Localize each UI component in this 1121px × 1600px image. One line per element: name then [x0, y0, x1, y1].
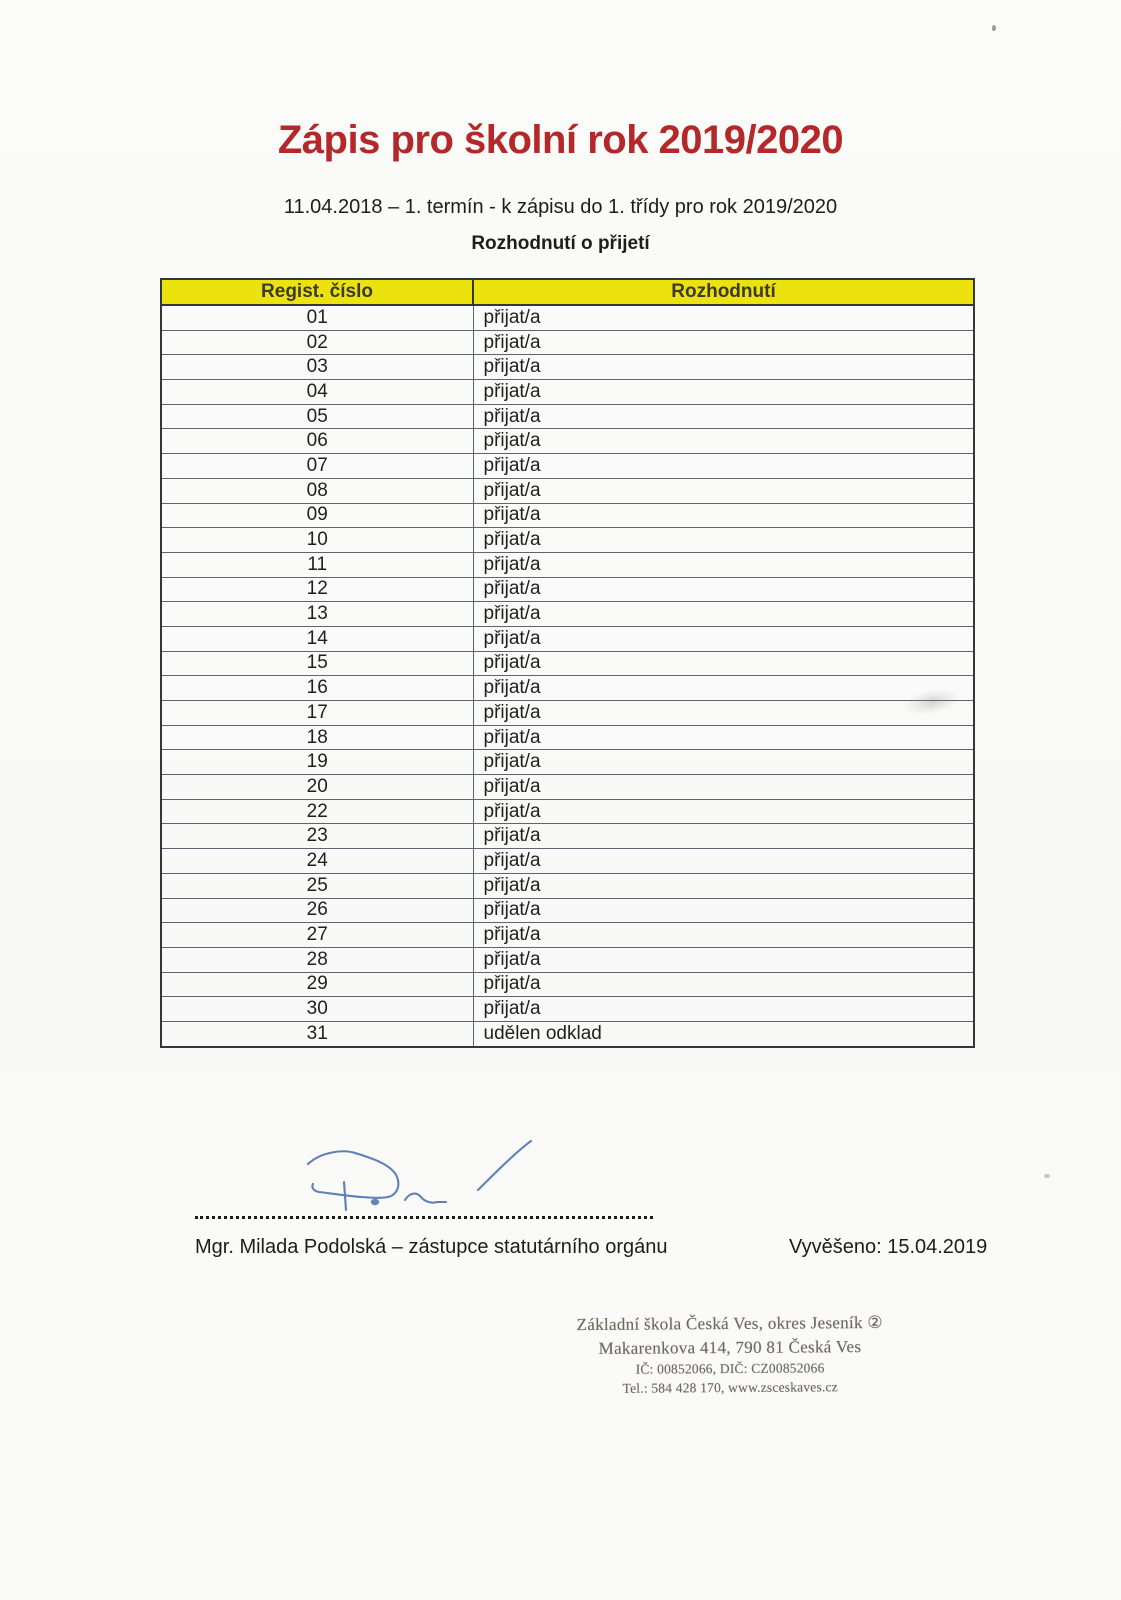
rozhodnuti-cell: přijat/a: [473, 355, 974, 380]
table-row: [161, 701, 974, 726]
regist-cislo-cell: 30: [161, 997, 473, 1022]
regist-cislo-cell: 23: [161, 824, 473, 849]
regist-cislo-cell: 12: [161, 577, 473, 602]
table-row: [161, 898, 974, 923]
regist-cislo-cell: 16: [161, 676, 473, 701]
regist-cislo-cell: 14: [161, 626, 473, 651]
rozhodnuti-cell: přijat/a: [473, 997, 974, 1022]
regist-cislo-cell: 19: [161, 750, 473, 775]
regist-cislo-cell: 22: [161, 799, 473, 824]
regist-cislo-cell: 26: [161, 898, 473, 923]
rozhodnuti-cell: přijat/a: [473, 651, 974, 676]
rozhodnuti-cell: přijat/a: [473, 454, 974, 479]
table-row: [161, 330, 974, 355]
stamp-contact: Tel.: 584 428 170, www.zsceskaves.cz: [622, 1379, 838, 1396]
stamp-address: Makarenkova 414, 790 81 Česká Ves: [598, 1337, 862, 1358]
regist-cislo-cell: 04: [161, 380, 473, 405]
decision-table-body: [161, 305, 974, 1047]
rozhodnuti-cell: přijat/a: [473, 775, 974, 800]
decision-table: [160, 278, 975, 1048]
table-row: [161, 552, 974, 577]
rozhodnuti-cell: přijat/a: [473, 824, 974, 849]
table-row: [161, 824, 974, 849]
table-row: [161, 676, 974, 701]
signer-name: Mgr. Milada Podolská – zástupce statutárního orgánu: [195, 1236, 668, 1258]
stamp-school-name: Základní škola Česká Ves, okres Jeseník ②: [576, 1312, 883, 1335]
rozhodnuti-cell: přijat/a: [473, 305, 974, 330]
section-heading: Rozhodnutí o přijetí: [471, 233, 650, 254]
rozhodnuti-cell: přijat/a: [473, 701, 974, 726]
regist-cislo-cell: 06: [161, 429, 473, 454]
table-row: [161, 775, 974, 800]
regist-cislo-cell: 02: [161, 330, 473, 355]
regist-cislo-cell: 08: [161, 478, 473, 503]
regist-cislo-cell: 25: [161, 873, 473, 898]
table-row: [161, 528, 974, 553]
table-row: [161, 947, 974, 972]
rozhodnuti-cell: přijat/a: [473, 799, 974, 824]
table-row: [161, 923, 974, 948]
rozhodnuti-cell: přijat/a: [473, 330, 974, 355]
table-row: [161, 626, 974, 651]
rozhodnuti-cell: přijat/a: [473, 725, 974, 750]
rozhodnuti-cell: přijat/a: [473, 972, 974, 997]
rozhodnuti-cell: přijat/a: [473, 503, 974, 528]
scan-speck: [992, 25, 996, 31]
header-rozhodnuti: Rozhodnutí: [473, 279, 974, 305]
regist-cislo-cell: 07: [161, 454, 473, 479]
regist-cislo-cell: 31: [161, 1021, 473, 1046]
table-row: [161, 305, 974, 330]
decision-table-header: [161, 279, 974, 305]
table-row: [161, 503, 974, 528]
rozhodnuti-cell: přijat/a: [473, 478, 974, 503]
table-row: [161, 849, 974, 874]
rozhodnuti-cell: přijat/a: [473, 528, 974, 553]
regist-cislo-cell: 18: [161, 725, 473, 750]
scan-speck: [1044, 1174, 1050, 1178]
header-regist-cislo: Regist. číslo: [161, 279, 473, 305]
table-row: [161, 429, 974, 454]
table-row: [161, 725, 974, 750]
rozhodnuti-cell: přijat/a: [473, 552, 974, 577]
school-stamp: [530, 1311, 931, 1399]
regist-cislo-cell: 15: [161, 651, 473, 676]
table-row: [161, 602, 974, 627]
regist-cislo-cell: 20: [161, 775, 473, 800]
page-subtitle: 11.04.2018 – 1. termín - k zápisu do 1. třídy pro rok 2019/2020: [283, 196, 838, 218]
regist-cislo-cell: 05: [161, 404, 473, 429]
table-row: [161, 997, 974, 1022]
rozhodnuti-cell: přijat/a: [473, 873, 974, 898]
table-row: [161, 404, 974, 429]
regist-cislo-cell: 09: [161, 503, 473, 528]
table-row: [161, 799, 974, 824]
regist-cislo-cell: 11: [161, 552, 473, 577]
rozhodnuti-cell: přijat/a: [473, 429, 974, 454]
rozhodnuti-cell: přijat/a: [473, 849, 974, 874]
regist-cislo-cell: 01: [161, 305, 473, 330]
stamp-ids: IČ: 00852066, DIČ: CZ00852066: [635, 1360, 825, 1377]
regist-cislo-cell: 27: [161, 923, 473, 948]
header-row: [161, 279, 974, 305]
posted-date: Vyvěšeno: 15.04.2019: [789, 1236, 988, 1258]
rozhodnuti-cell: přijat/a: [473, 404, 974, 429]
page-title: Zápis pro školní rok 2019/2020: [277, 118, 844, 162]
rozhodnuti-cell: přijat/a: [473, 676, 974, 701]
rozhodnuti-cell: přijat/a: [473, 947, 974, 972]
rozhodnuti-cell: přijat/a: [473, 898, 974, 923]
rozhodnuti-cell: přijat/a: [473, 750, 974, 775]
signature-dotted-line: [195, 1200, 653, 1219]
table-row: [161, 355, 974, 380]
rozhodnuti-cell: přijat/a: [473, 380, 974, 405]
rozhodnuti-cell: přijat/a: [473, 577, 974, 602]
table-row: [161, 577, 974, 602]
table-row: [161, 454, 974, 479]
table-row: [161, 750, 974, 775]
table-row: [161, 478, 974, 503]
regist-cislo-cell: 24: [161, 849, 473, 874]
table-row: [161, 972, 974, 997]
regist-cislo-cell: 03: [161, 355, 473, 380]
table-row: [161, 1021, 974, 1046]
table-row: [161, 651, 974, 676]
regist-cislo-cell: 17: [161, 701, 473, 726]
regist-cislo-cell: 28: [161, 947, 473, 972]
regist-cislo-cell: 13: [161, 602, 473, 627]
rozhodnuti-cell: udělen odklad: [473, 1021, 974, 1046]
regist-cislo-cell: 29: [161, 972, 473, 997]
rozhodnuti-cell: přijat/a: [473, 626, 974, 651]
table-row: [161, 380, 974, 405]
rozhodnuti-cell: přijat/a: [473, 602, 974, 627]
regist-cislo-cell: 10: [161, 528, 473, 553]
rozhodnuti-cell: přijat/a: [473, 923, 974, 948]
table-row: [161, 873, 974, 898]
